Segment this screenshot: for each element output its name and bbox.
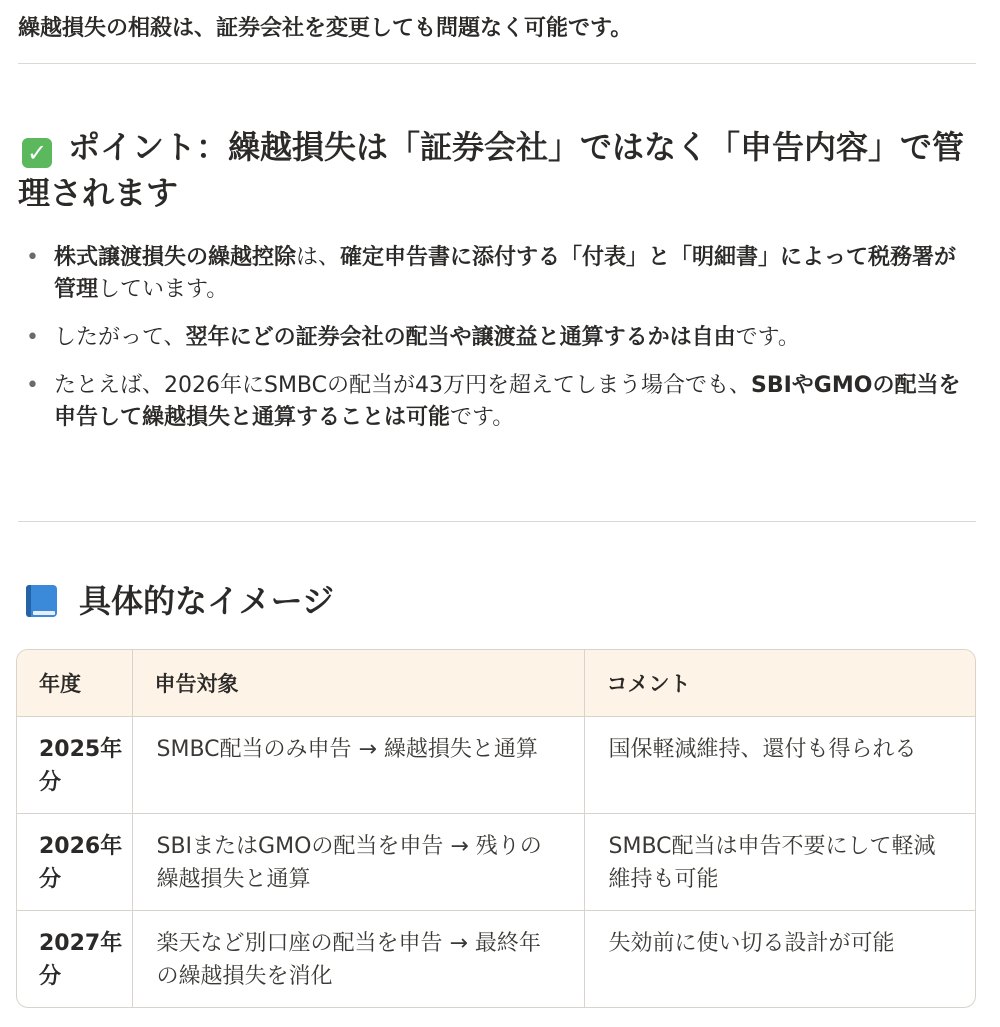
bullet-bold: 翌年にどの証券会社の配当や譲渡益と通算するかは自由 — [185, 325, 736, 350]
divider — [18, 63, 976, 64]
bullet-text: です。 — [450, 405, 515, 430]
bullet-bold: SBIやGMOの配当を申告して繰越損失と通算することは可能 — [54, 373, 961, 430]
cell-target: SBIまたはGMOの配当を申告 → 残りの繰越損失と通算 — [132, 814, 584, 911]
cell-year: 2027年分 — [39, 931, 123, 989]
section-heading-points — [18, 124, 978, 216]
point-list — [18, 242, 968, 450]
section-heading-points-text: ポイント：繰越損失は「証券会社」ではなく「申告内容」で管理されます — [18, 128, 965, 212]
table-row — [17, 911, 975, 1008]
bullet-text: たとえば、2026年にSMBCの配当が43万円を超えてしまう場合でも、 — [54, 373, 751, 398]
section-heading-example-text: 具体的なイメージ — [79, 582, 335, 620]
table-row — [17, 717, 975, 814]
column-header-target: 申告対象 — [132, 650, 584, 717]
cell-comment: SMBC配当は申告不要にして軽減維持も可能 — [584, 814, 975, 911]
bullet-text: です。 — [735, 325, 800, 350]
cell-year: 2025年分 — [17, 717, 132, 814]
cell-target: 楽天など別口座の配当を申告 → 最終年の繰越損失を消化 — [132, 911, 584, 1008]
list-item — [18, 242, 968, 306]
cell-target: SMBC配当のみ申告 → 繰越損失と通算 — [132, 717, 584, 814]
intro-text: 繰越損失の相殺は、証券会社を変更しても問題なく可能です。 — [18, 16, 633, 41]
column-header-year: 年度 — [17, 650, 132, 717]
bullet-bold: 確定申告書に添付する「付表」と「明細書」によって税務署が管理 — [54, 245, 957, 302]
cell-comment: 国保軽減維持、還付も得られる — [584, 717, 975, 814]
check-mark-icon: ✓ — [22, 138, 52, 168]
bullet-text: は、 — [296, 245, 341, 270]
table-row — [17, 814, 975, 911]
list-item — [18, 370, 968, 434]
bullet-text: したがって、 — [54, 325, 186, 350]
divider — [18, 521, 976, 522]
blue-book-icon — [26, 585, 57, 617]
cell-comment: 失効前に使い切る設計が可能 — [584, 911, 975, 1008]
list-item — [18, 322, 968, 354]
column-header-comment: コメント — [584, 650, 975, 717]
table-header-row — [17, 650, 975, 717]
bullet-bold: 株式譲渡損失の繰越控除 — [54, 245, 297, 270]
example-table — [16, 649, 976, 1008]
cell-year: 2026年分 — [17, 814, 132, 911]
section-heading-example — [18, 578, 978, 624]
bullet-text: しています。 — [98, 277, 229, 302]
